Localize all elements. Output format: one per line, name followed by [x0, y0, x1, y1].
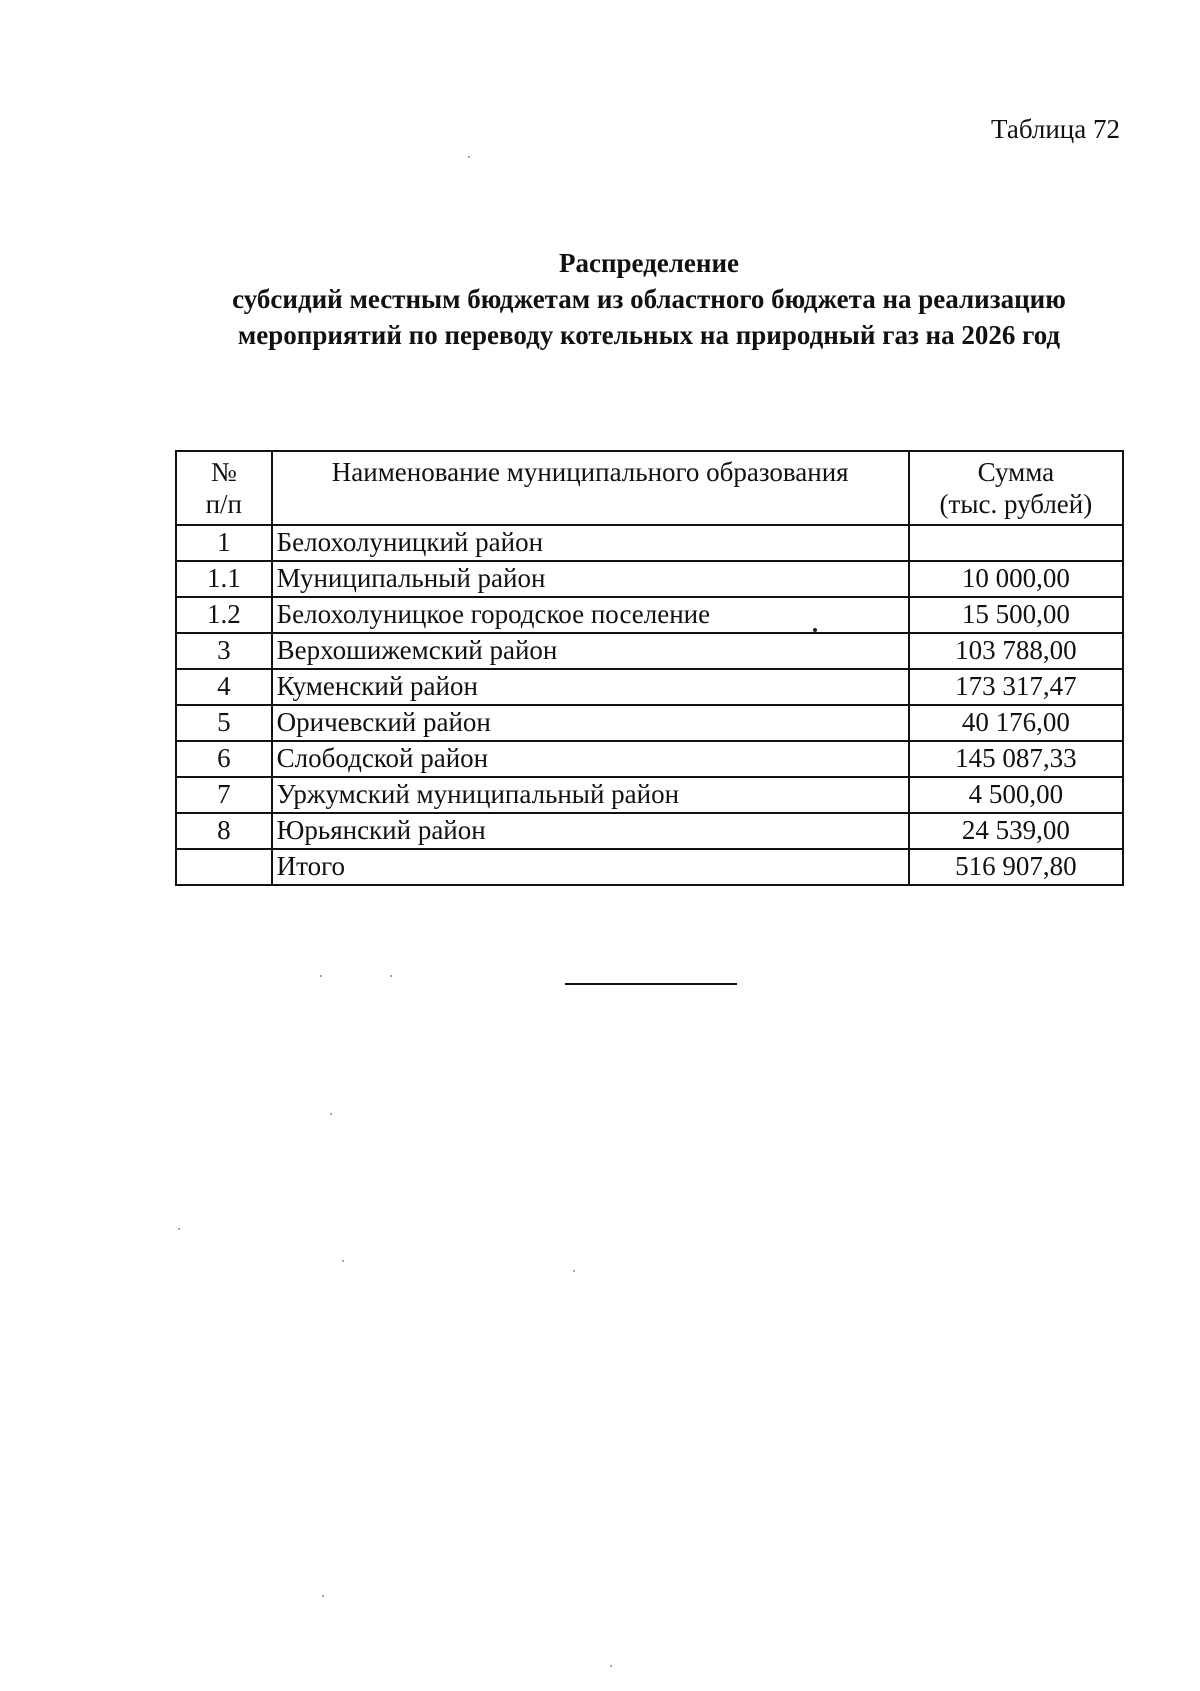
row-number	[176, 849, 272, 885]
scan-speck	[342, 1260, 344, 1262]
title-line-3: мероприятий по переводу котельных на природный газ на 2026 год	[237, 320, 1061, 350]
title-line-2: субсидий местным бюджетам из областного бюджета на реализацию	[232, 284, 1066, 314]
scan-speck	[468, 156, 470, 158]
row-name: Слободской район	[272, 741, 909, 777]
row-name: Юрьянский район	[272, 813, 909, 849]
table-row	[176, 525, 1123, 561]
row-sum: 40 176,00	[909, 705, 1123, 741]
row-sum: 4 500,00	[909, 777, 1123, 813]
header-sum: Сумма (тыс. рублей)	[909, 451, 1123, 525]
row-number: 1.2	[176, 597, 272, 633]
row-name: Верхошижемский район	[272, 633, 909, 669]
title-line-1: Распределение	[558, 248, 740, 278]
row-sum: 15 500,00	[909, 597, 1123, 633]
table-row	[176, 633, 1123, 669]
scan-speck	[322, 1595, 324, 1597]
row-number: 1	[176, 525, 272, 561]
table-number: Таблица 72	[991, 114, 1120, 144]
scan-speck	[330, 1113, 332, 1115]
row-number: 4	[176, 669, 272, 705]
table-total-row	[176, 849, 1123, 885]
row-number: 7	[176, 777, 272, 813]
row-number: 5	[176, 705, 272, 741]
scan-speck	[178, 1228, 180, 1230]
scan-speck	[573, 1270, 575, 1272]
row-number: 8	[176, 813, 272, 849]
header-number: № п/п	[176, 451, 272, 525]
scan-speck	[813, 628, 817, 632]
table-header-row	[176, 451, 1123, 525]
scan-speck	[320, 975, 322, 977]
table-row	[176, 705, 1123, 741]
subsidy-table	[175, 450, 1124, 886]
row-sum: 173 317,47	[909, 669, 1123, 705]
table-row	[176, 669, 1123, 705]
row-number: 1.1	[176, 561, 272, 597]
row-sum: 10 000,00	[909, 561, 1123, 597]
row-sum: 103 788,00	[909, 633, 1123, 669]
row-name: Белохолуницкий район	[272, 525, 909, 561]
table-row	[176, 561, 1123, 597]
scan-speck	[390, 975, 392, 977]
row-sum	[909, 525, 1123, 561]
row-sum: 24 539,00	[909, 813, 1123, 849]
table-row	[176, 813, 1123, 849]
scan-speck	[610, 1665, 612, 1667]
row-number: 6	[176, 741, 272, 777]
row-sum: 145 087,33	[909, 741, 1123, 777]
end-rule	[565, 983, 737, 985]
header-name: Наименование муниципального образования	[272, 451, 909, 525]
row-sum: 516 907,80	[909, 849, 1123, 885]
table-row	[176, 597, 1123, 633]
row-name: Белохолуницкое городское поселение	[272, 597, 909, 633]
table-row	[176, 777, 1123, 813]
row-name: Итого	[272, 849, 909, 885]
row-name: Куменский район	[272, 669, 909, 705]
row-name: Уржумский муниципальный район	[272, 777, 909, 813]
row-name: Оричевский район	[272, 705, 909, 741]
row-number: 3	[176, 633, 272, 669]
row-name: Муниципальный район	[272, 561, 909, 597]
table-row	[176, 741, 1123, 777]
document-title	[150, 245, 1148, 353]
